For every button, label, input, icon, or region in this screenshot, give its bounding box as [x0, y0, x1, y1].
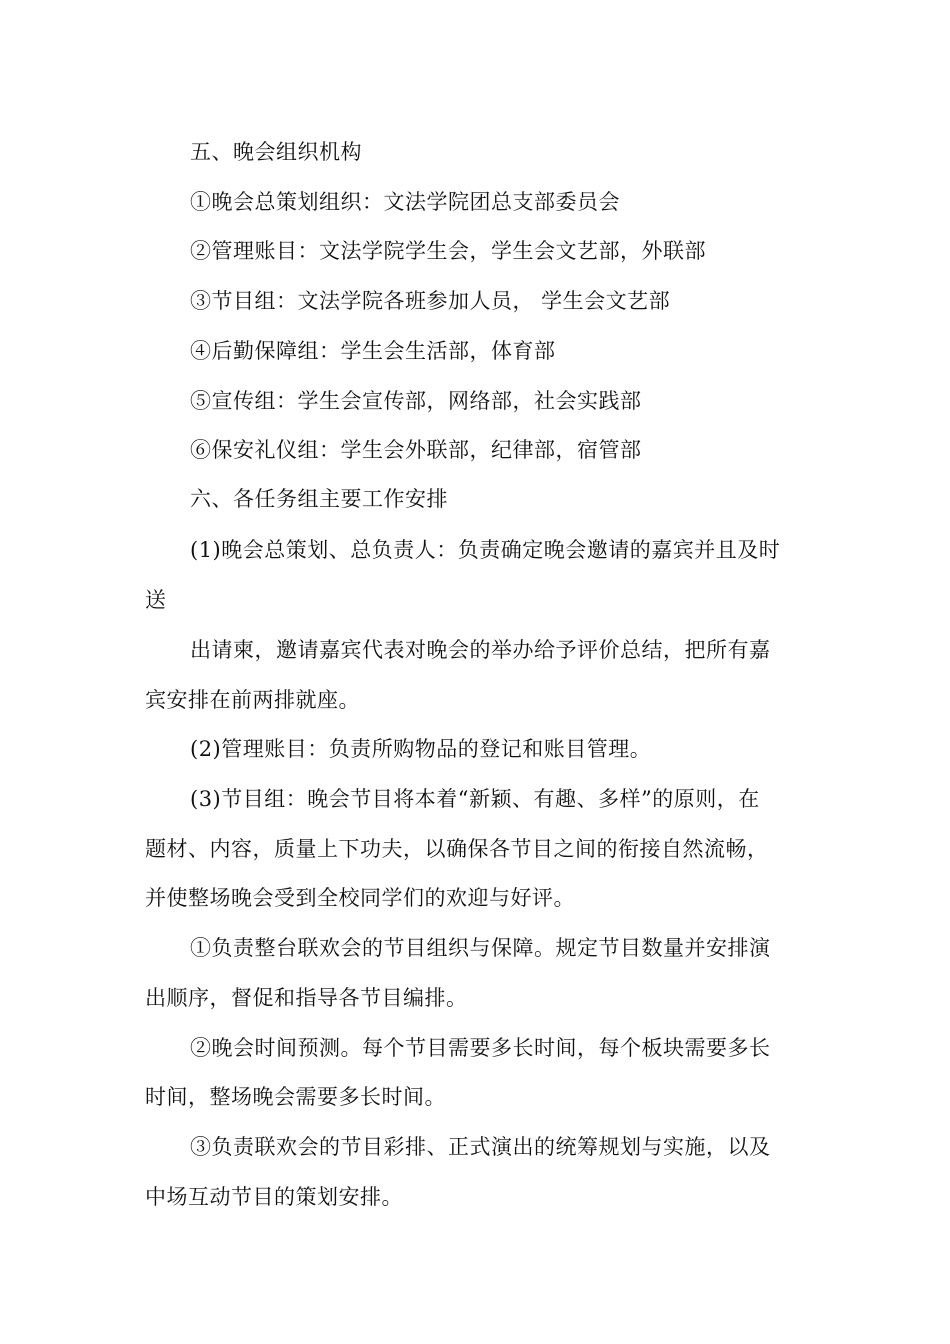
paragraph-line: 送	[145, 588, 167, 612]
section-heading-organization: 五、晚会组织机构	[190, 140, 362, 164]
paragraph-line: 宾安排在前两排就座。	[145, 688, 360, 712]
paragraph-line: 题材、内容，质量上下功夫，以确保各节目之间的衔接自然流畅，	[145, 837, 769, 861]
org-item-program-group: ③节目组：文法学院各班参加人员， 学生会文艺部	[190, 289, 671, 313]
paragraph-line: 并使整场晚会受到全校同学们的欢迎与好评。	[145, 886, 575, 910]
org-item-planning: ①晚会总策划组织：文法学院团总支部委员会	[190, 190, 620, 214]
org-item-publicity: ⑤宣传组：学生会宣传部，网络部，社会实践部	[190, 389, 642, 413]
paragraph-line: ②晚会时间预测。每个节目需要多长时间，每个板块需要多长	[190, 1036, 771, 1060]
paragraph-line: 中场互动节目的策划安排。	[145, 1185, 403, 1209]
org-item-accounts: ②管理账目：文法学院学生会，学生会文艺部，外联部	[190, 239, 706, 263]
paragraph-line: 出请柬，邀请嘉宾代表对晚会的举办给予评价总结，把所有嘉	[190, 638, 771, 662]
paragraph-line: ③负责联欢会的节目彩排、正式演出的统筹规划与实施，以及	[190, 1135, 771, 1159]
org-item-security: ⑥保安礼仪组：学生会外联部，纪律部，宿管部	[190, 438, 642, 462]
paragraph-line: 时间，整场晚会需要多长时间。	[145, 1085, 446, 1109]
paragraph-line: 出顺序，督促和指导各节目编排。	[145, 986, 468, 1010]
paragraph-line: (2)管理账目：负责所购物品的登记和账目管理。	[190, 737, 652, 761]
section-heading-tasks: 六、各任务组主要工作安排	[190, 487, 448, 511]
paragraph-line: ①负责整台联欢会的节目组织与保障。规定节目数量并安排演	[190, 936, 771, 960]
paragraph-line: (1)晚会总策划、总负责人：负责确定晚会邀请的嘉宾并且及时	[190, 538, 781, 562]
paragraph-line: (3)节目组：晚会节目将本着“新颖、有趣、多样”的原则，在	[190, 787, 760, 811]
org-item-logistics: ④后勤保障组：学生会生活部，体育部	[190, 339, 556, 363]
